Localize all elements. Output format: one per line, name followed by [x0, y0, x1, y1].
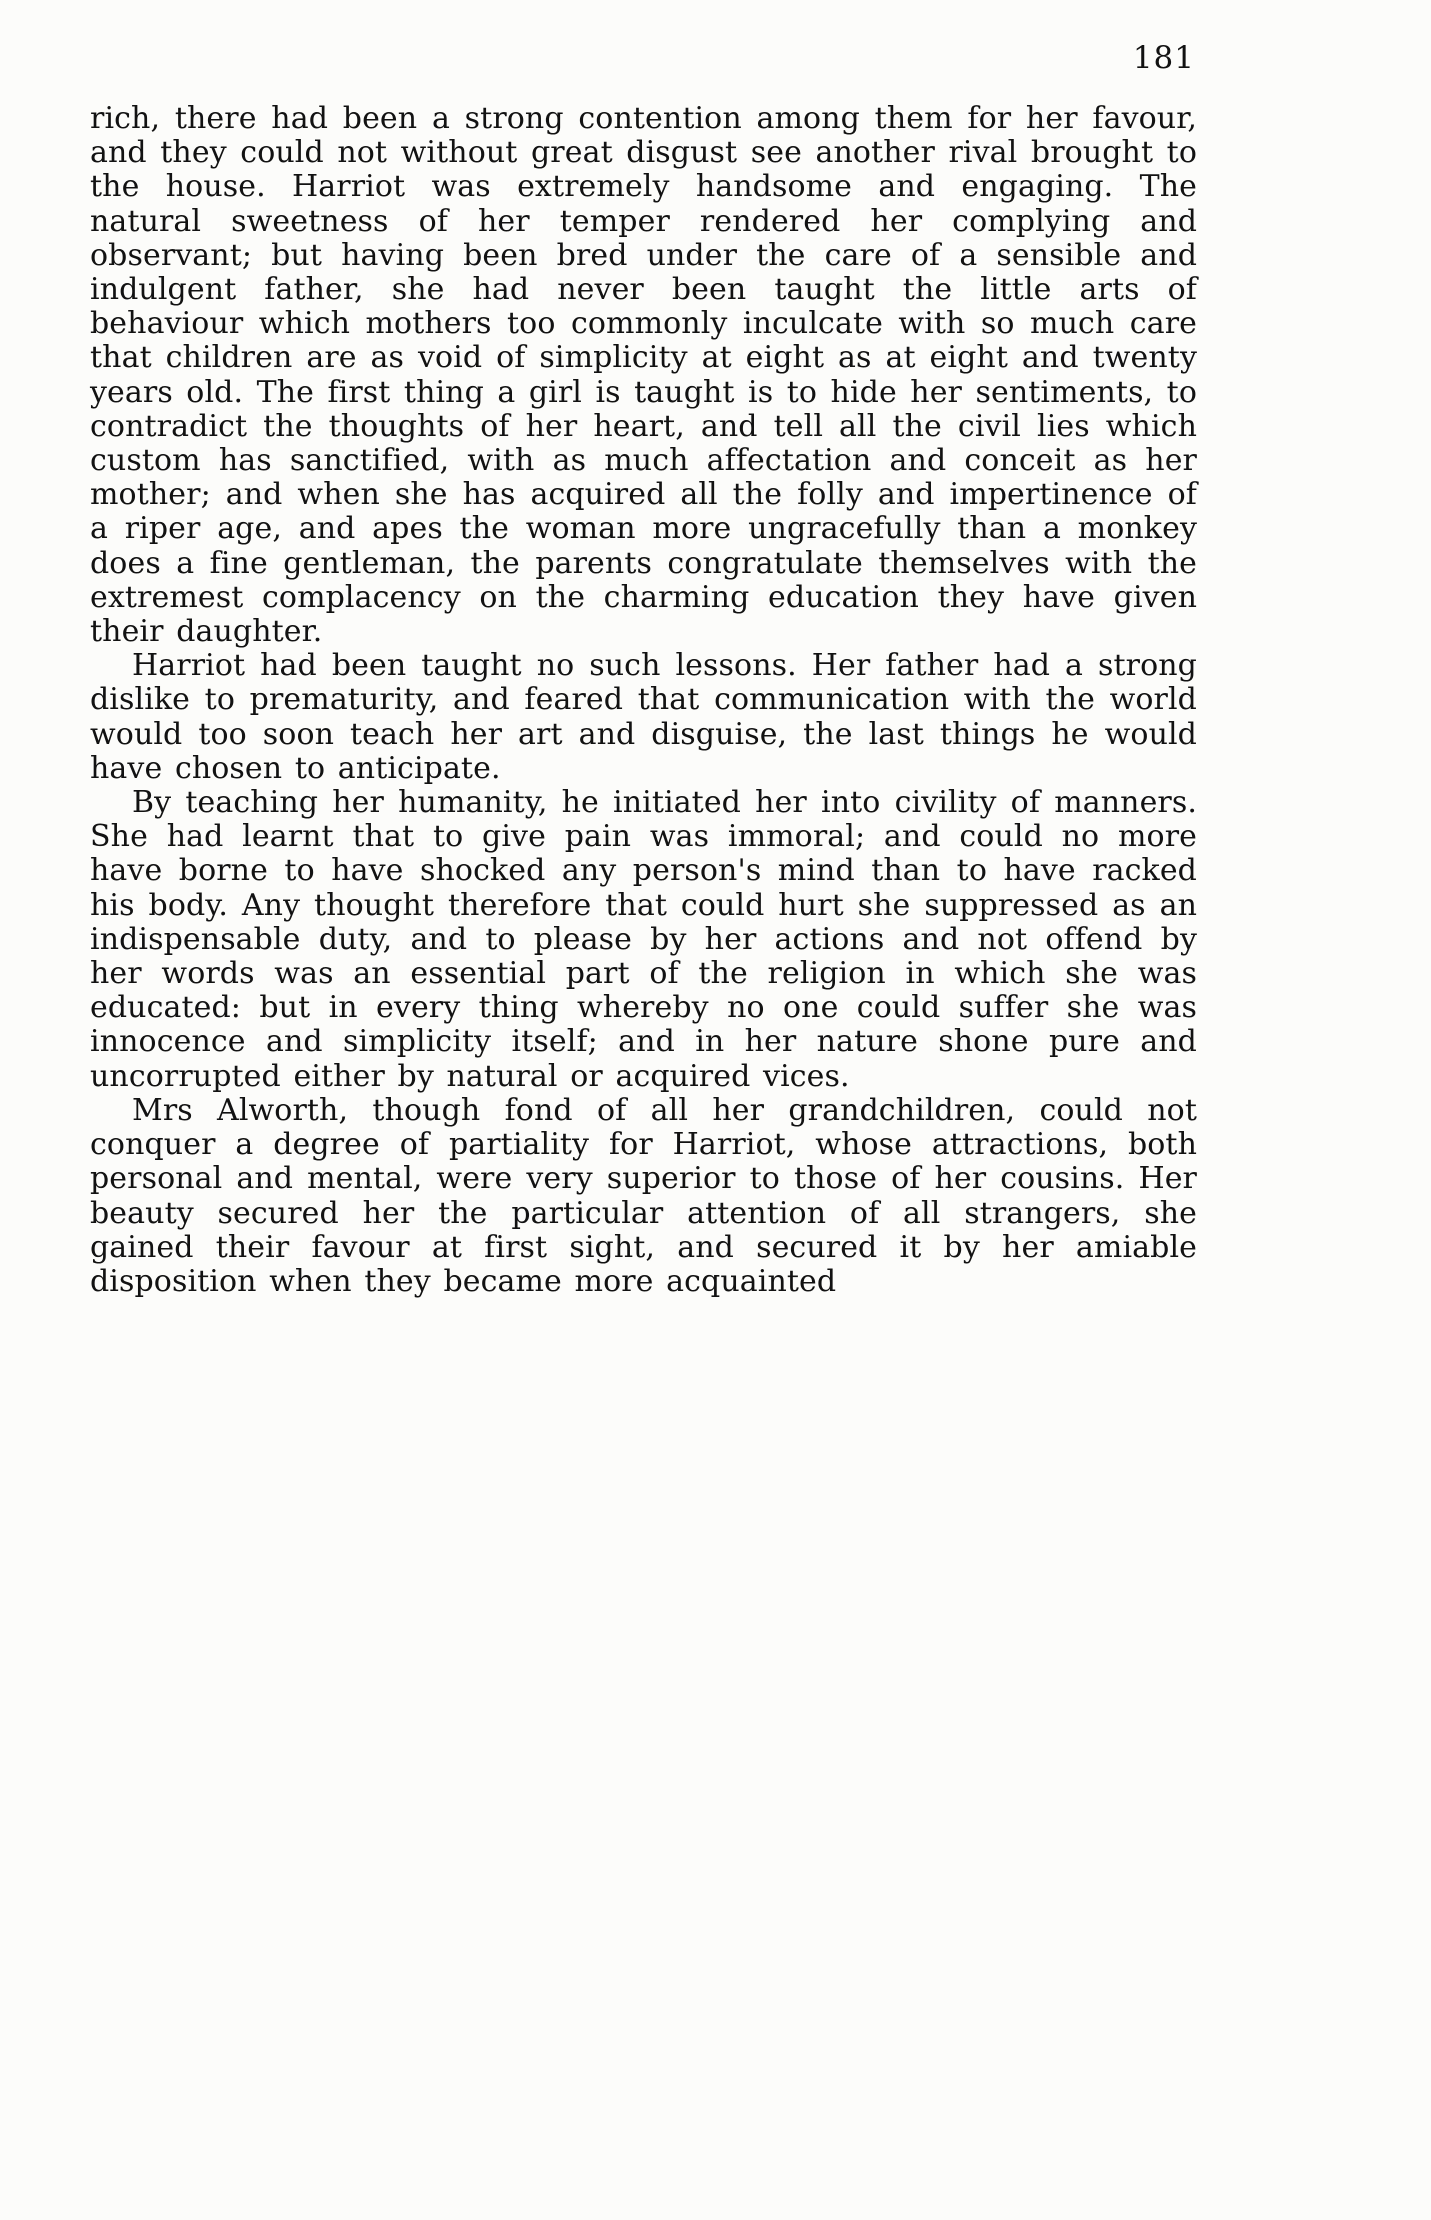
paragraph: rich, there had been a strong contention among them for her favour, and they could not without great disgust see another rival brought to the house. Harriot was extremely handsome and engaging. The natural sweetness of her temper rendered her complying and observant; but having been bred under the care of a sensible and indulgent father, she had never been taught the little arts of behaviour which mothers too commonly inculcate with so much care that children are as void of simplicity at eight as at eight and twenty years old. The first thing a girl is taught is to hide her sentiments, to contradict the thoughts of her heart, and tell all the civil lies which custom has sanctified, with as much affectation and conceit as her mother; and when she has acquired all the folly and impertinence of a riper age, and apes the woman more ungracefully than a monkey does a fine gentleman, the parents congratulate themselves with the extremest complacency on the charming education they have given their daughter. — [90, 101, 1197, 650]
paragraph: Mrs Alworth, though fond of all her grandchildren, could not conquer a degree of partiality for Harriot, whose attractions, both personal and mental, were very superior to those of her cousins. Her beauty secured her the particular attention of all strangers, she gained their favour at first sight, and secured it by her amiable disposition when they became more acquainted — [90, 1092, 1197, 1299]
paragraph: Harriot had been taught no such lessons. Her father had a strong dislike to prematurity, and feared that communication with the world would too soon teach her art and disguise, the last things he would have chosen to anticipate. — [90, 648, 1197, 786]
page-number: 181 — [1132, 40, 1195, 76]
paragraph: By teaching her humanity, he initiated her into civility of manners. She had learnt that to give pain was immoral; and could no more have borne to have shocked any person's mind than to have racked his body. Any thought therefore that could hurt she suppressed as an indispensable duty, and to please by her actions and not offend by her words was an essential part of the religion in which she was educated: but in every thing whereby no one could suffer she was innocence and simplicity itself; and in her nature shone pure and uncorrupted either by natural or acquired vices. — [90, 785, 1197, 1094]
page-text — [90, 102, 1197, 1299]
